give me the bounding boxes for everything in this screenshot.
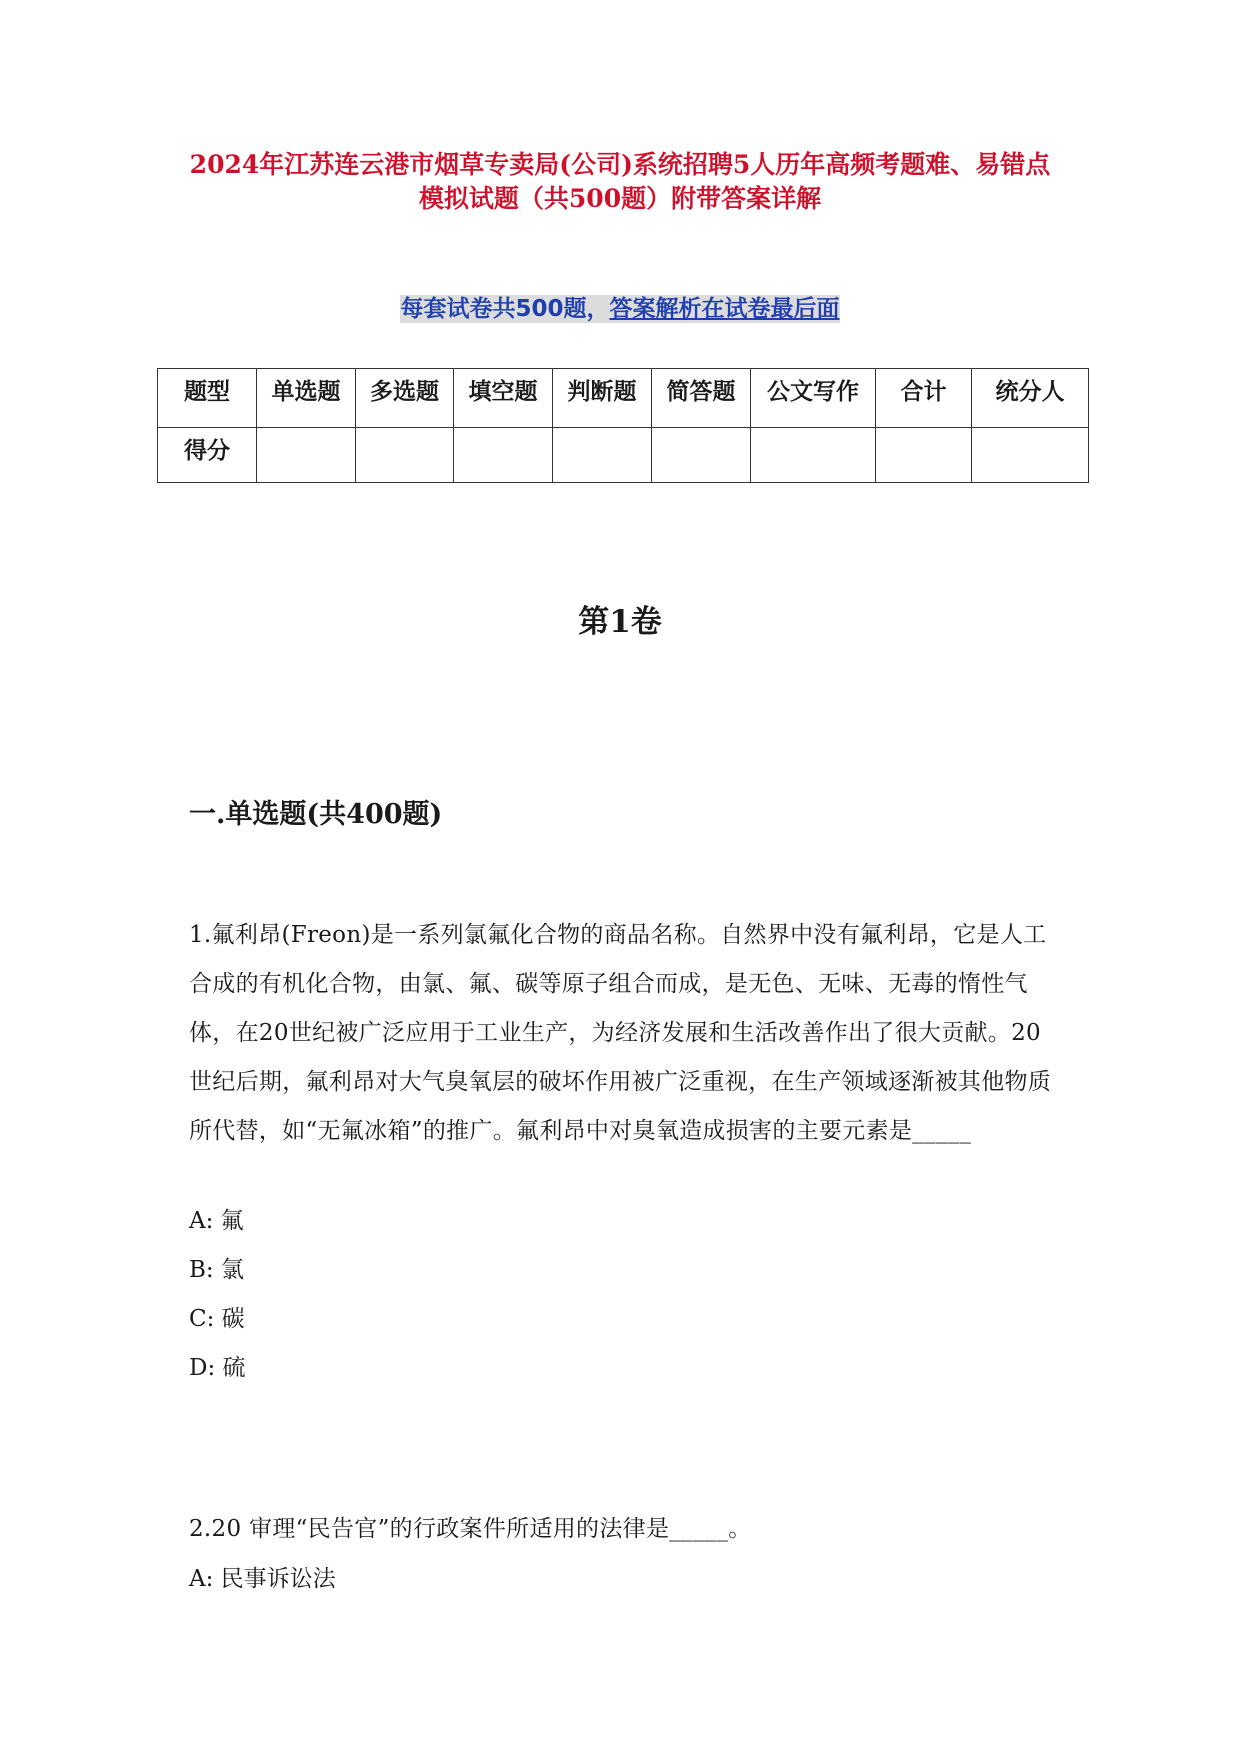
score-cell[interactable] — [652, 428, 751, 483]
score-cell[interactable] — [751, 428, 876, 483]
score-cell[interactable] — [454, 428, 553, 483]
header-cell: 判断题 — [553, 369, 652, 428]
score-table — [157, 368, 1089, 483]
score-cell[interactable] — [876, 428, 972, 483]
answer-location-link[interactable]: 答案解析在试卷最后面 — [609, 296, 840, 322]
header-cell: 合计 — [876, 369, 972, 428]
exam-notice — [0, 292, 1240, 326]
score-table-header-row — [158, 369, 1089, 428]
notice-prefix: 每套试卷共500题， — [400, 296, 610, 322]
title-line-2: 模拟试题（共500题）附带答案详解 — [418, 184, 822, 213]
document-title — [150, 148, 1090, 216]
header-cell: 统分人 — [972, 369, 1089, 428]
question-1-option-d[interactable]: D: 硫 — [189, 1355, 246, 1381]
score-table-score-row — [158, 428, 1089, 483]
question-1-option-c[interactable]: C: 碳 — [189, 1306, 245, 1332]
header-cell: 单选题 — [257, 369, 356, 428]
score-row-label: 得分 — [158, 428, 257, 483]
score-cell[interactable] — [257, 428, 356, 483]
question-2-stem: 2.20 审理“民告官”的行政案件所适用的法律是_____。 — [189, 1516, 752, 1542]
header-cell: 多选题 — [356, 369, 454, 428]
score-cell[interactable] — [356, 428, 454, 483]
header-cell: 填空题 — [454, 369, 553, 428]
question-1-option-a[interactable]: A: 氟 — [189, 1208, 244, 1234]
header-cell: 题型 — [158, 369, 257, 428]
question-1-stem: 1.氟利昂(Freon)是一系列氯氟化合物的商品名称。自然界中没有氟利昂，它是人工合成的有机化合物，由氯、氟、碳等原子组合而成，是无色、无味、无毒的惰性气体，在20世纪被广泛应用于工业生产，为经济发展和生活改善作出了很大贡献。20世纪后期，氟利昂对大气臭氧层的破坏作用被广泛重视，在生产领域逐渐被其他物质所代替，如“无氟冰箱”的推广。氟利昂中对臭氧造成损害的主要元素是_____ — [189, 922, 1052, 1144]
question-1-option-b[interactable]: B: 氯 — [189, 1257, 244, 1283]
question-2-option-a[interactable]: A: 民事诉讼法 — [189, 1566, 336, 1592]
header-cell: 简答题 — [652, 369, 751, 428]
score-cell[interactable] — [972, 428, 1089, 483]
score-cell[interactable] — [553, 428, 652, 483]
title-line-1: 2024年江苏连云港市烟草专卖局(公司)系统招聘5人历年高频考题难、易错点 — [189, 150, 1051, 179]
header-cell: 公文写作 — [751, 369, 876, 428]
section-title: 一.单选题(共400题) — [189, 799, 443, 830]
volume-title: 第1卷 — [578, 604, 662, 640]
